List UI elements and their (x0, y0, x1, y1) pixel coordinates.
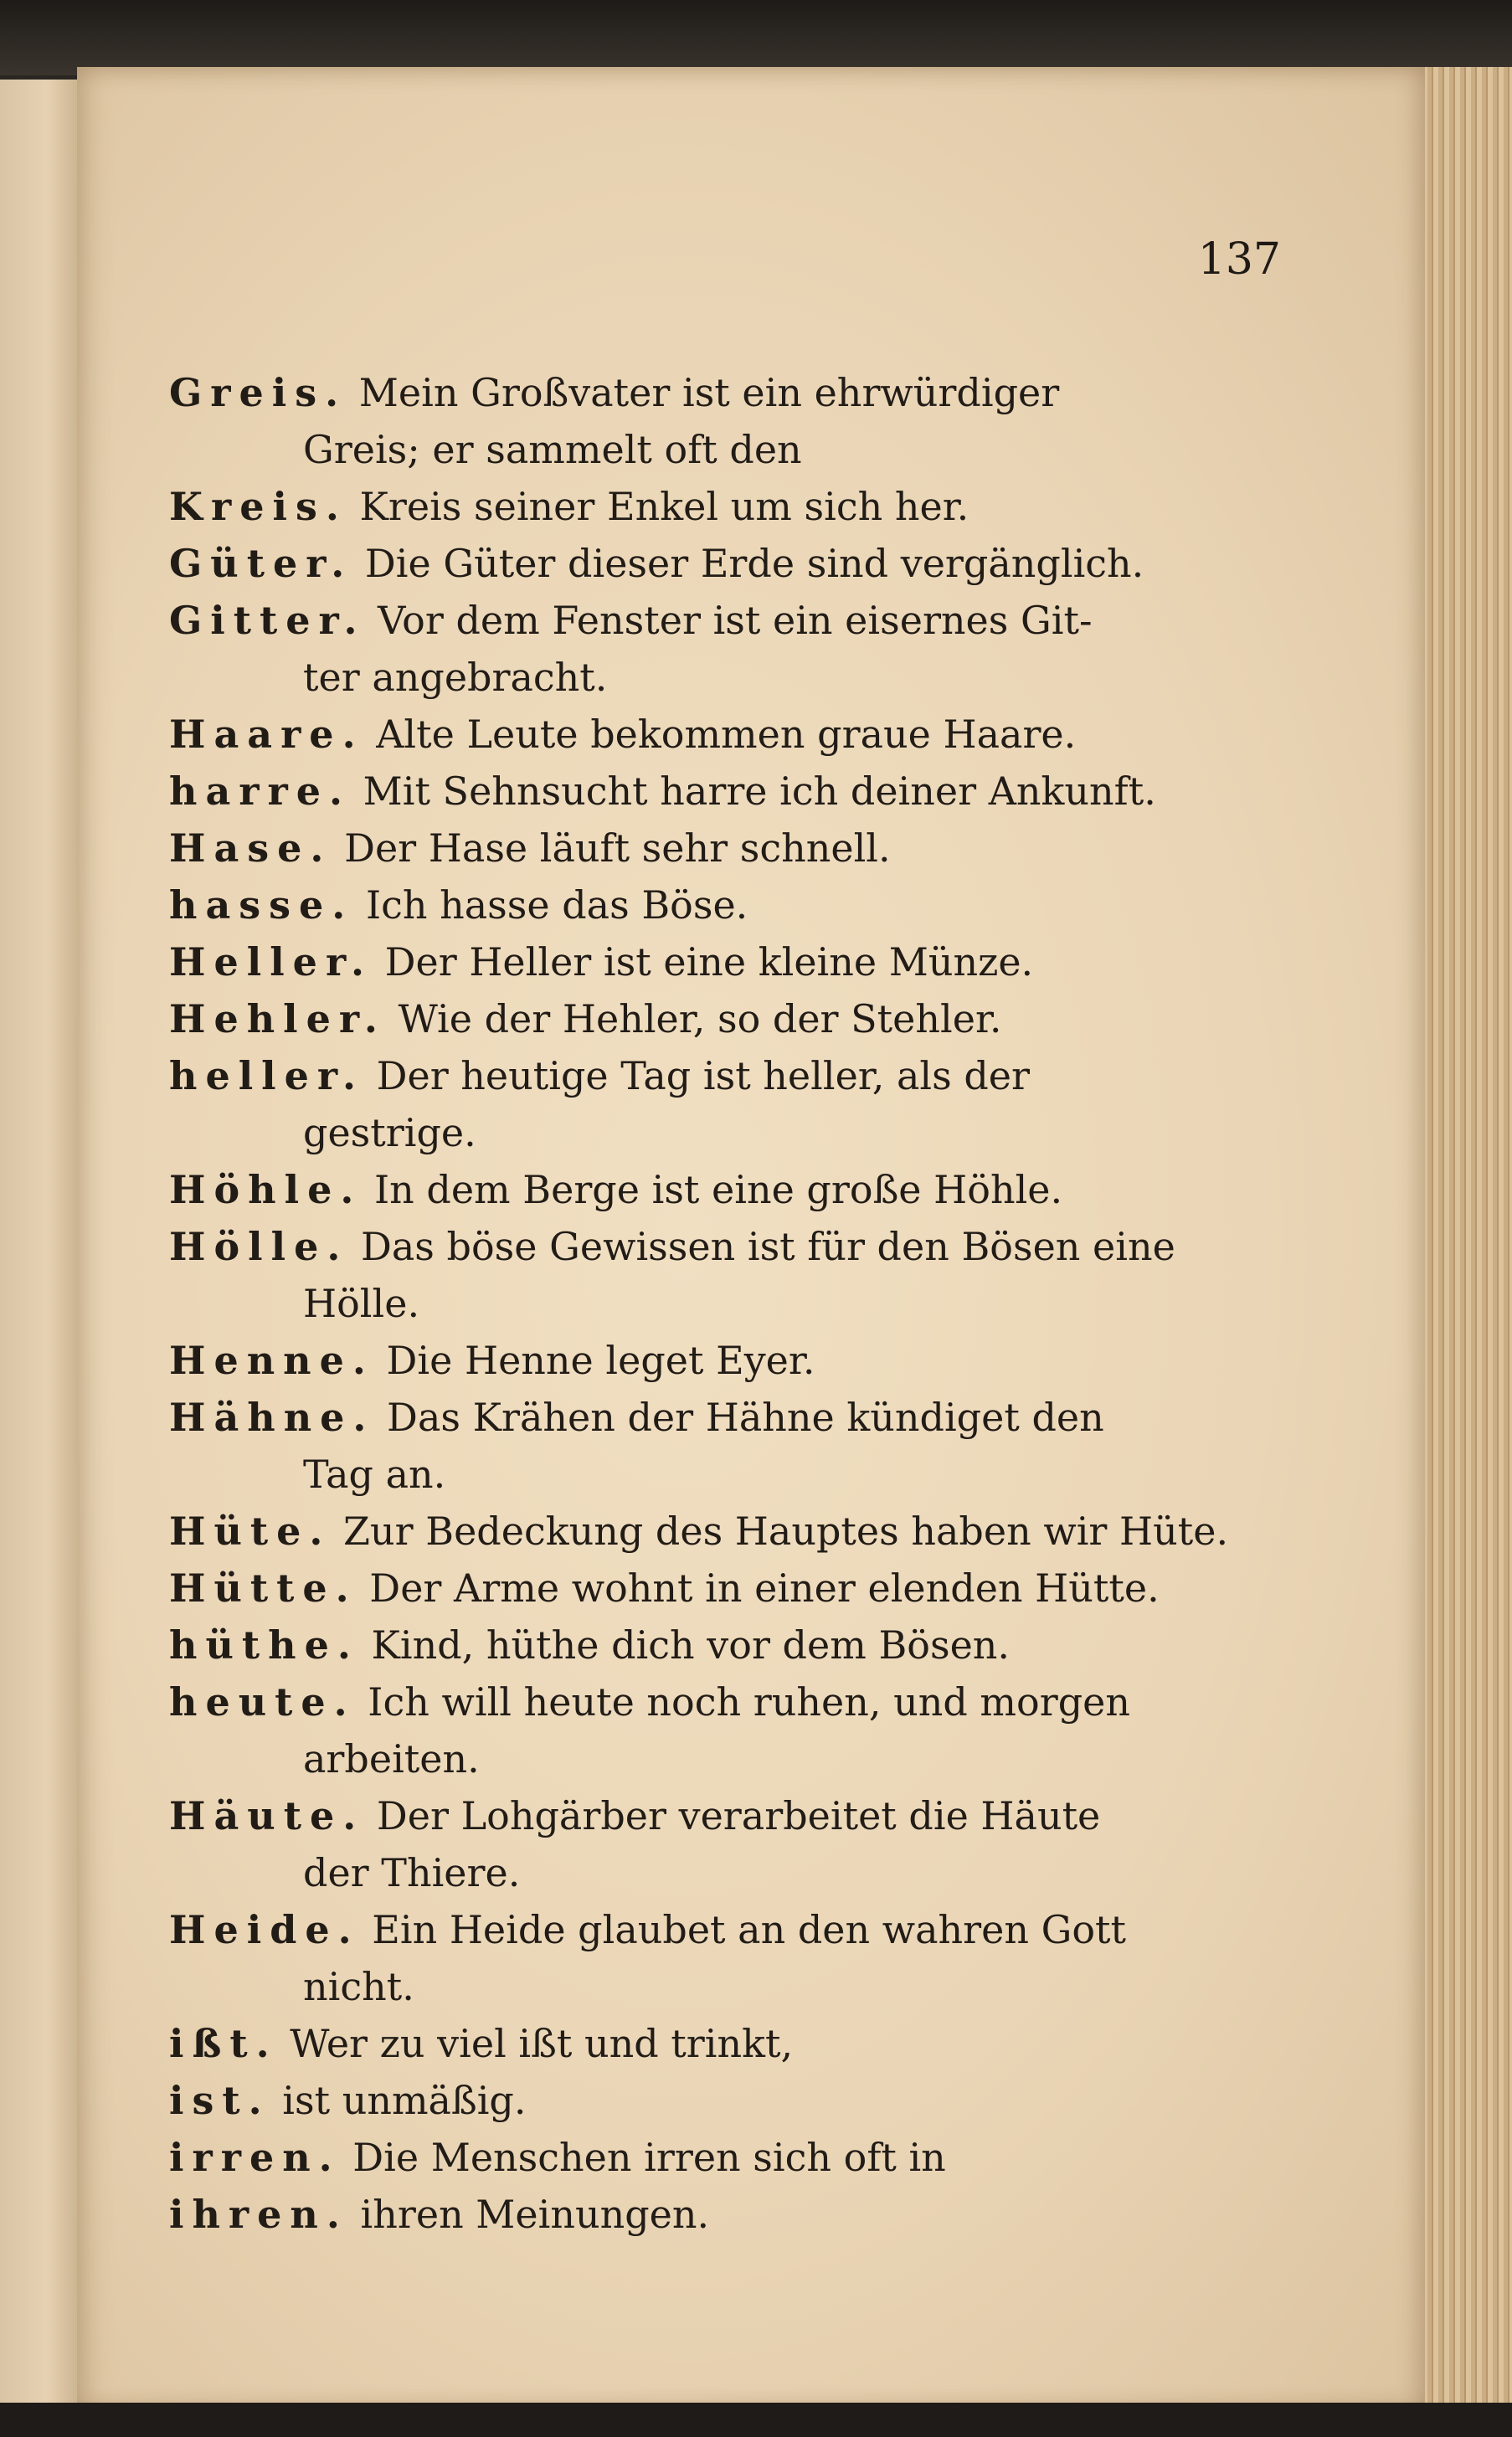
entry-line (169, 364, 1308, 421)
entry-headword: Heller. (169, 939, 373, 985)
entry-headword: Hüte. (169, 1509, 332, 1554)
backdrop-bottom (0, 2403, 1512, 2437)
entry-line (169, 1389, 1308, 1446)
entry-line (169, 1787, 1308, 1844)
entry-text: Mit Sehnsucht harre ich deiner Ankunft. (351, 769, 1156, 814)
entry-text: Mein Großvater ist ein ehrwürdiger (347, 370, 1060, 415)
entry-text: ist unmäßig. (270, 2078, 527, 2123)
entry-headword: Häute. (169, 1793, 365, 1838)
entry-text: Wer zu viel ißt und trinkt, (277, 2021, 794, 2066)
entry-text: Vor dem Fenster ist ein eisernes Git- (365, 598, 1093, 643)
entry-text: Der Hase läuft sehr schnell. (332, 825, 891, 871)
entry-text: Der Heller ist eine kleine Münze. (372, 939, 1034, 985)
entry-text: Der Lohgärber verarbeitet die Häute (364, 1793, 1101, 1838)
entry-continuation-line (169, 1844, 1308, 1901)
entry-continuation-line (169, 1104, 1308, 1161)
entry-text: Das Krähen der Hähne kündiget den (374, 1395, 1104, 1440)
entry-line (169, 933, 1308, 990)
entry-line (169, 535, 1308, 592)
entry-headword: Hase. (169, 825, 332, 871)
entry-headword: Haare. (169, 712, 364, 757)
entry-text: Ich hasse das Böse. (353, 882, 748, 928)
entry-line (169, 2129, 1308, 2186)
entry-headword: Hehler. (169, 996, 386, 1041)
entry-text: Der Arme wohnt in einer elenden Hütte. (357, 1566, 1160, 1611)
entry-headword: heute. (169, 1679, 356, 1725)
page-number: 137 (1197, 234, 1281, 285)
entry-line (169, 1218, 1308, 1275)
entry-line (169, 1161, 1308, 1218)
entry-line (169, 2186, 1308, 2243)
book-page (77, 67, 1425, 2411)
entry-line (169, 1560, 1308, 1617)
entry-continuation-line (169, 1958, 1308, 2015)
entry-text: In dem Berge ist eine große Höhle. (362, 1167, 1063, 1212)
entry-headword: Henne. (169, 1338, 374, 1383)
entry-text: Die Henne leget Eyer. (373, 1338, 815, 1383)
entry-line (169, 990, 1308, 1047)
entry-text: Zur Bedeckung des Hauptes haben wir Hüte. (331, 1509, 1229, 1554)
entry-line (169, 820, 1308, 877)
entry-headword: ißt. (169, 2021, 278, 2066)
entry-headword: Hölle. (169, 1224, 349, 1269)
entry-text: der Thiere. (303, 1850, 521, 1895)
entry-text: Der heutige Tag ist heller, als der (363, 1053, 1030, 1098)
entry-continuation-line (169, 421, 1308, 478)
entry-text: nicht. (303, 1964, 414, 2009)
entry-line (169, 1901, 1308, 1958)
entry-line (169, 1332, 1308, 1389)
entry-headword: hüthe. (169, 1622, 359, 1668)
entry-list (169, 364, 1308, 2243)
entry-text: Kind, hüthe dich vor dem Bösen. (358, 1622, 1011, 1668)
entry-headword: irren. (169, 2135, 341, 2180)
left-page-edge (0, 80, 80, 2407)
entry-line (169, 592, 1308, 649)
entry-continuation-line (169, 1275, 1308, 1332)
entry-headword: heller. (169, 1053, 364, 1098)
entry-text: Die Güter dieser Erde sind vergänglich. (352, 541, 1144, 586)
entry-text: Das böse Gewissen ist für den Bösen eine (348, 1224, 1175, 1269)
entry-line (169, 877, 1308, 933)
entry-text: gestrige. (303, 1110, 476, 1155)
entry-headword: ihren. (169, 2192, 348, 2237)
entry-text: Hölle. (303, 1281, 420, 1326)
entry-text: ihren Meinungen. (347, 2192, 710, 2237)
entry-headword: Heide. (169, 1907, 360, 1952)
entry-headword: harre. (169, 769, 352, 814)
entry-text: ter angebracht. (303, 655, 608, 700)
entry-line (169, 478, 1308, 535)
entry-line (169, 706, 1308, 763)
entry-text: Ein Heide glaubet an den wahren Gott (359, 1907, 1127, 1952)
entry-text: Wie der Hehler, so der Stehler. (385, 996, 1002, 1041)
entry-continuation-line (169, 1446, 1308, 1503)
entry-line (169, 1047, 1308, 1104)
entry-headword: Hähne. (169, 1395, 375, 1440)
backdrop-top (0, 0, 1512, 75)
entry-headword: ist. (169, 2078, 270, 2123)
entry-line (169, 2015, 1308, 2072)
entry-text: Kreis seiner Enkel um sich her. (347, 484, 969, 529)
entry-headword: Höhle. (169, 1167, 363, 1212)
page-stack-edges (1415, 67, 1512, 2411)
entry-text: Alte Leute bekommen graue Haare. (363, 712, 1077, 757)
entry-line (169, 2072, 1308, 2129)
entry-text: Greis; er sammelt oft den (303, 427, 802, 472)
entry-headword: Greis. (169, 370, 347, 415)
entry-text: Die Menschen irren sich oft in (340, 2135, 946, 2180)
entry-headword: Kreis. (169, 484, 347, 529)
entry-line (169, 763, 1308, 820)
entry-line (169, 1617, 1308, 1674)
entry-continuation-line (169, 649, 1308, 706)
entry-line (169, 1674, 1308, 1730)
entry-headword: Gitter. (169, 598, 366, 643)
entry-headword: Güter. (169, 541, 353, 586)
entry-text: Ich will heute noch ruhen, und morgen (355, 1679, 1131, 1725)
entry-text: arbeiten. (303, 1736, 480, 1781)
entry-text: Tag an. (303, 1452, 446, 1497)
entry-continuation-line (169, 1730, 1308, 1787)
entry-headword: Hütte. (169, 1566, 357, 1611)
entry-line (169, 1503, 1308, 1560)
entry-headword: hasse. (169, 882, 354, 928)
